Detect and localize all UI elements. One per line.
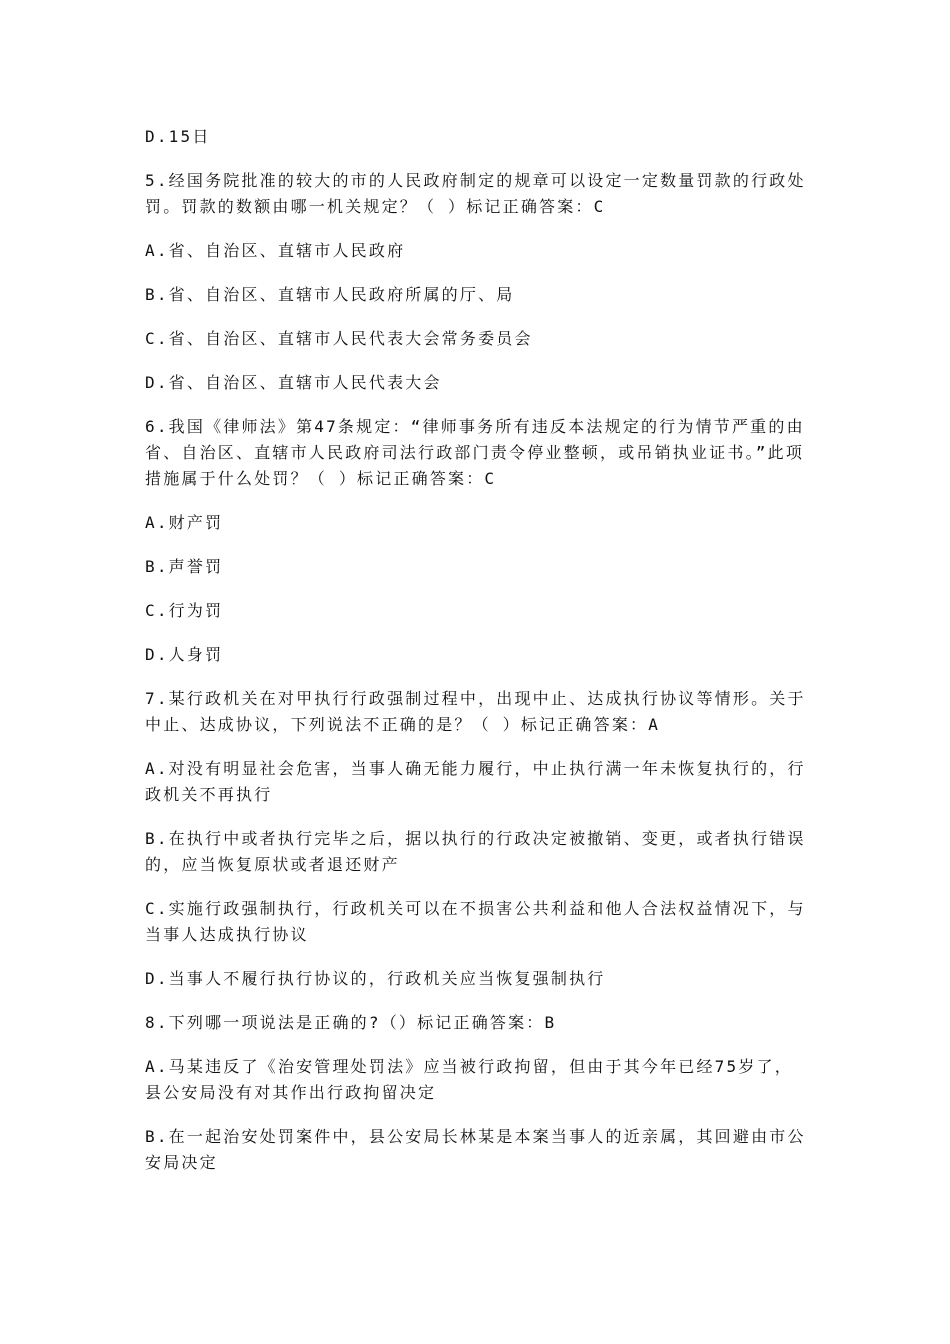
option-q6-c: C.行为罚 bbox=[145, 601, 224, 620]
option-q5-c: C.省、自治区、直辖市人民代表大会常务委员会 bbox=[145, 329, 533, 348]
option-q6-a: A.财产罚 bbox=[145, 513, 224, 532]
question-8: 8.下列哪一项说法是正确的?（）标记正确答案：B bbox=[145, 1013, 557, 1032]
option-q7-c: C.实施行政强制执行，行政机关可以在不损害公共利益和他人合法权益情况下，与当事人达成执行协议 bbox=[145, 899, 806, 944]
option-q8-b: B.在一起治安处罚案件中，县公安局长林某是本案当事人的近亲属，其回避由市公安局决定 bbox=[145, 1127, 806, 1172]
option-q7-b: B.在执行中或者执行完毕之后，据以执行的行政决定被撤销、变更，或者执行错误的，应当恢复原状或者退还财产 bbox=[145, 829, 806, 874]
option-q5-d: D.省、自治区、直辖市人民代表大会 bbox=[145, 373, 442, 392]
option-q7-d: D.当事人不履行执行协议的，行政机关应当恢复强制执行 bbox=[145, 969, 606, 988]
option-q7-a: A.对没有明显社会危害，当事人确无能力履行，中止执行满一年未恢复执行的，行政机关不再执行 bbox=[145, 759, 806, 804]
question-6: 6.我国《律师法》第47条规定：“律师事务所有违反本法规定的行为情节严重的由省、自治区、直辖市人民政府司法行政部门责令停业整顿，或吊销执业证书。”此项措施属于什么处罚？（ ）标记正确答案：C bbox=[145, 417, 805, 488]
option-q5-b: B.省、自治区、直辖市人民政府所属的厅、局 bbox=[145, 285, 515, 304]
option-q5-a: A.省、自治区、直辖市人民政府 bbox=[145, 241, 406, 260]
option-q4-d: D.15日 bbox=[145, 127, 211, 146]
option-q6-d: D.人身罚 bbox=[145, 645, 224, 664]
option-q8-a: A.马某违反了《治安管理处罚法》应当被行政拘留，但由于其今年已经75岁了，县公安局没有对其作出行政拘留决定 bbox=[145, 1057, 793, 1102]
question-7: 7.某行政机关在对甲执行行政强制过程中，出现中止、达成执行协议等情形。关于中止、达成协议，下列说法不正确的是？（ ）标记正确答案：A bbox=[145, 689, 806, 734]
question-5: 5.经国务院批准的较大的市的人民政府制定的规章可以设定一定数量罚款的行政处罚。罚款的数额由哪一机关规定？（ ）标记正确答案：C bbox=[145, 171, 806, 216]
document-page bbox=[145, 124, 810, 1194]
option-q6-b: B.声誉罚 bbox=[145, 557, 224, 576]
